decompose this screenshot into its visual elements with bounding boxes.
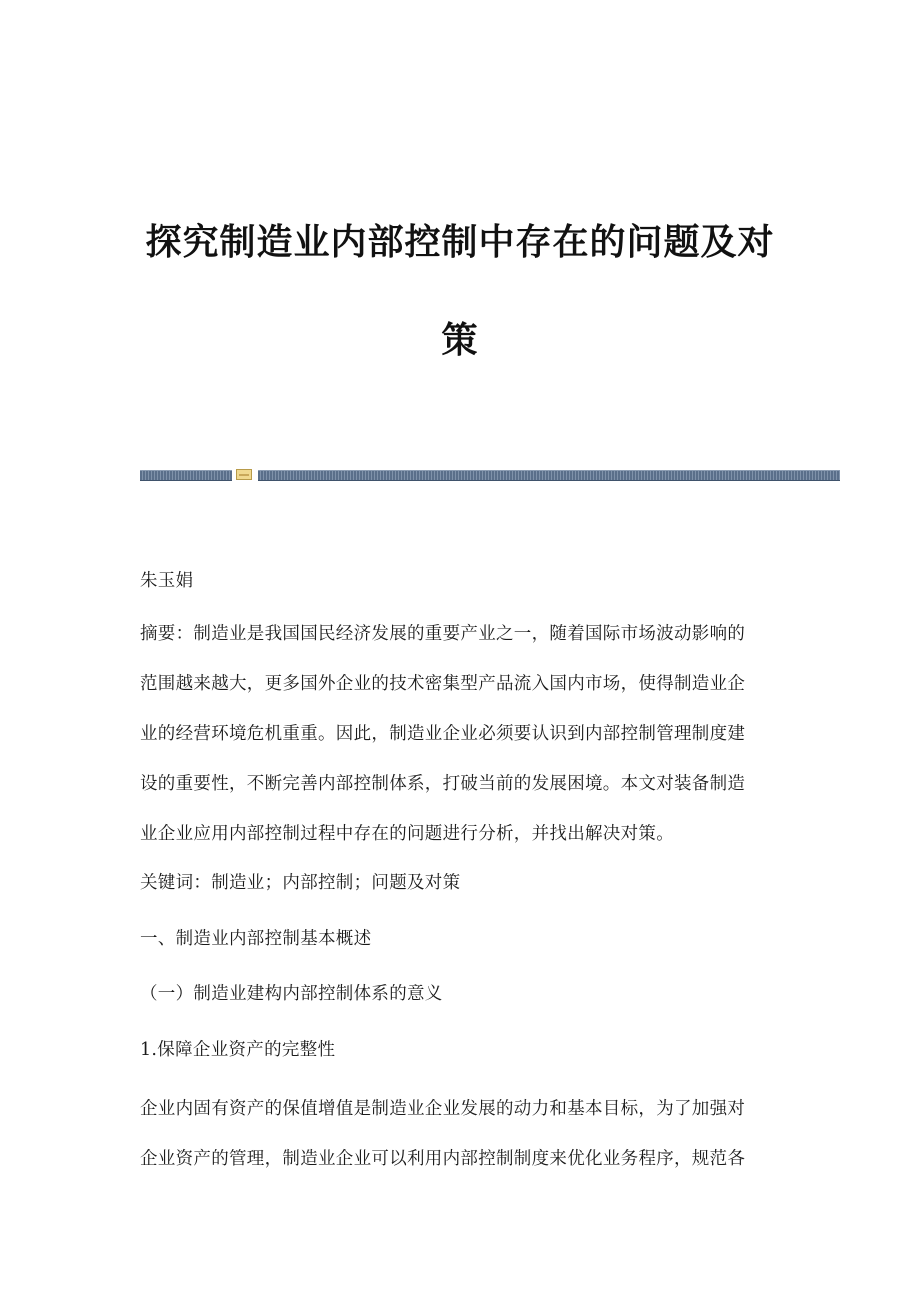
title-divider-left [140,470,232,481]
body-paragraph [140,1084,780,1184]
subsection-heading-1: （一）制造业建构内部控制体系的意义 [140,984,443,1004]
abstract [140,609,780,859]
body-line: 企业资产的管理，制造业企业可以利用内部控制制度来优化业务程序，规范各 [140,1149,746,1169]
title-divider-right [258,470,840,481]
abstract-line: 摘要：制造业是我国国民经济发展的重要产业之一，随着国际市场波动影响的 [140,624,746,644]
abstract-line: 业的经营环境危机重重。因此，制造业企业必须要认识到内部控制管理制度建 [140,724,746,744]
author-name: 朱玉娟 [140,571,194,591]
abstract-line: 范围越来越大，更多国外企业的技术密集型产品流入国内市场，使得制造业企 [140,674,746,694]
body-line: 企业内固有资产的保值增值是制造业企业发展的动力和基本目标，为了加强对 [140,1099,746,1119]
divider-ornament-icon [236,469,252,480]
abstract-line: 业企业应用内部控制过程中存在的问题进行分析，并找出解决对策。 [140,824,674,844]
section-heading-1: 一、制造业内部控制基本概述 [140,929,372,949]
abstract-line: 设的重要性，不断完善内部控制体系，打破当前的发展困境。本文对装备制造 [140,774,746,794]
subsubsection-heading-1: 1.保障企业资产的完整性 [140,1040,336,1060]
keywords: 关键词：制造业；内部控制；问题及对策 [140,873,461,893]
document-title-line-1: 探究制造业内部控制中存在的问题及对 [145,222,775,263]
document-title-line-2: 策 [441,320,479,361]
